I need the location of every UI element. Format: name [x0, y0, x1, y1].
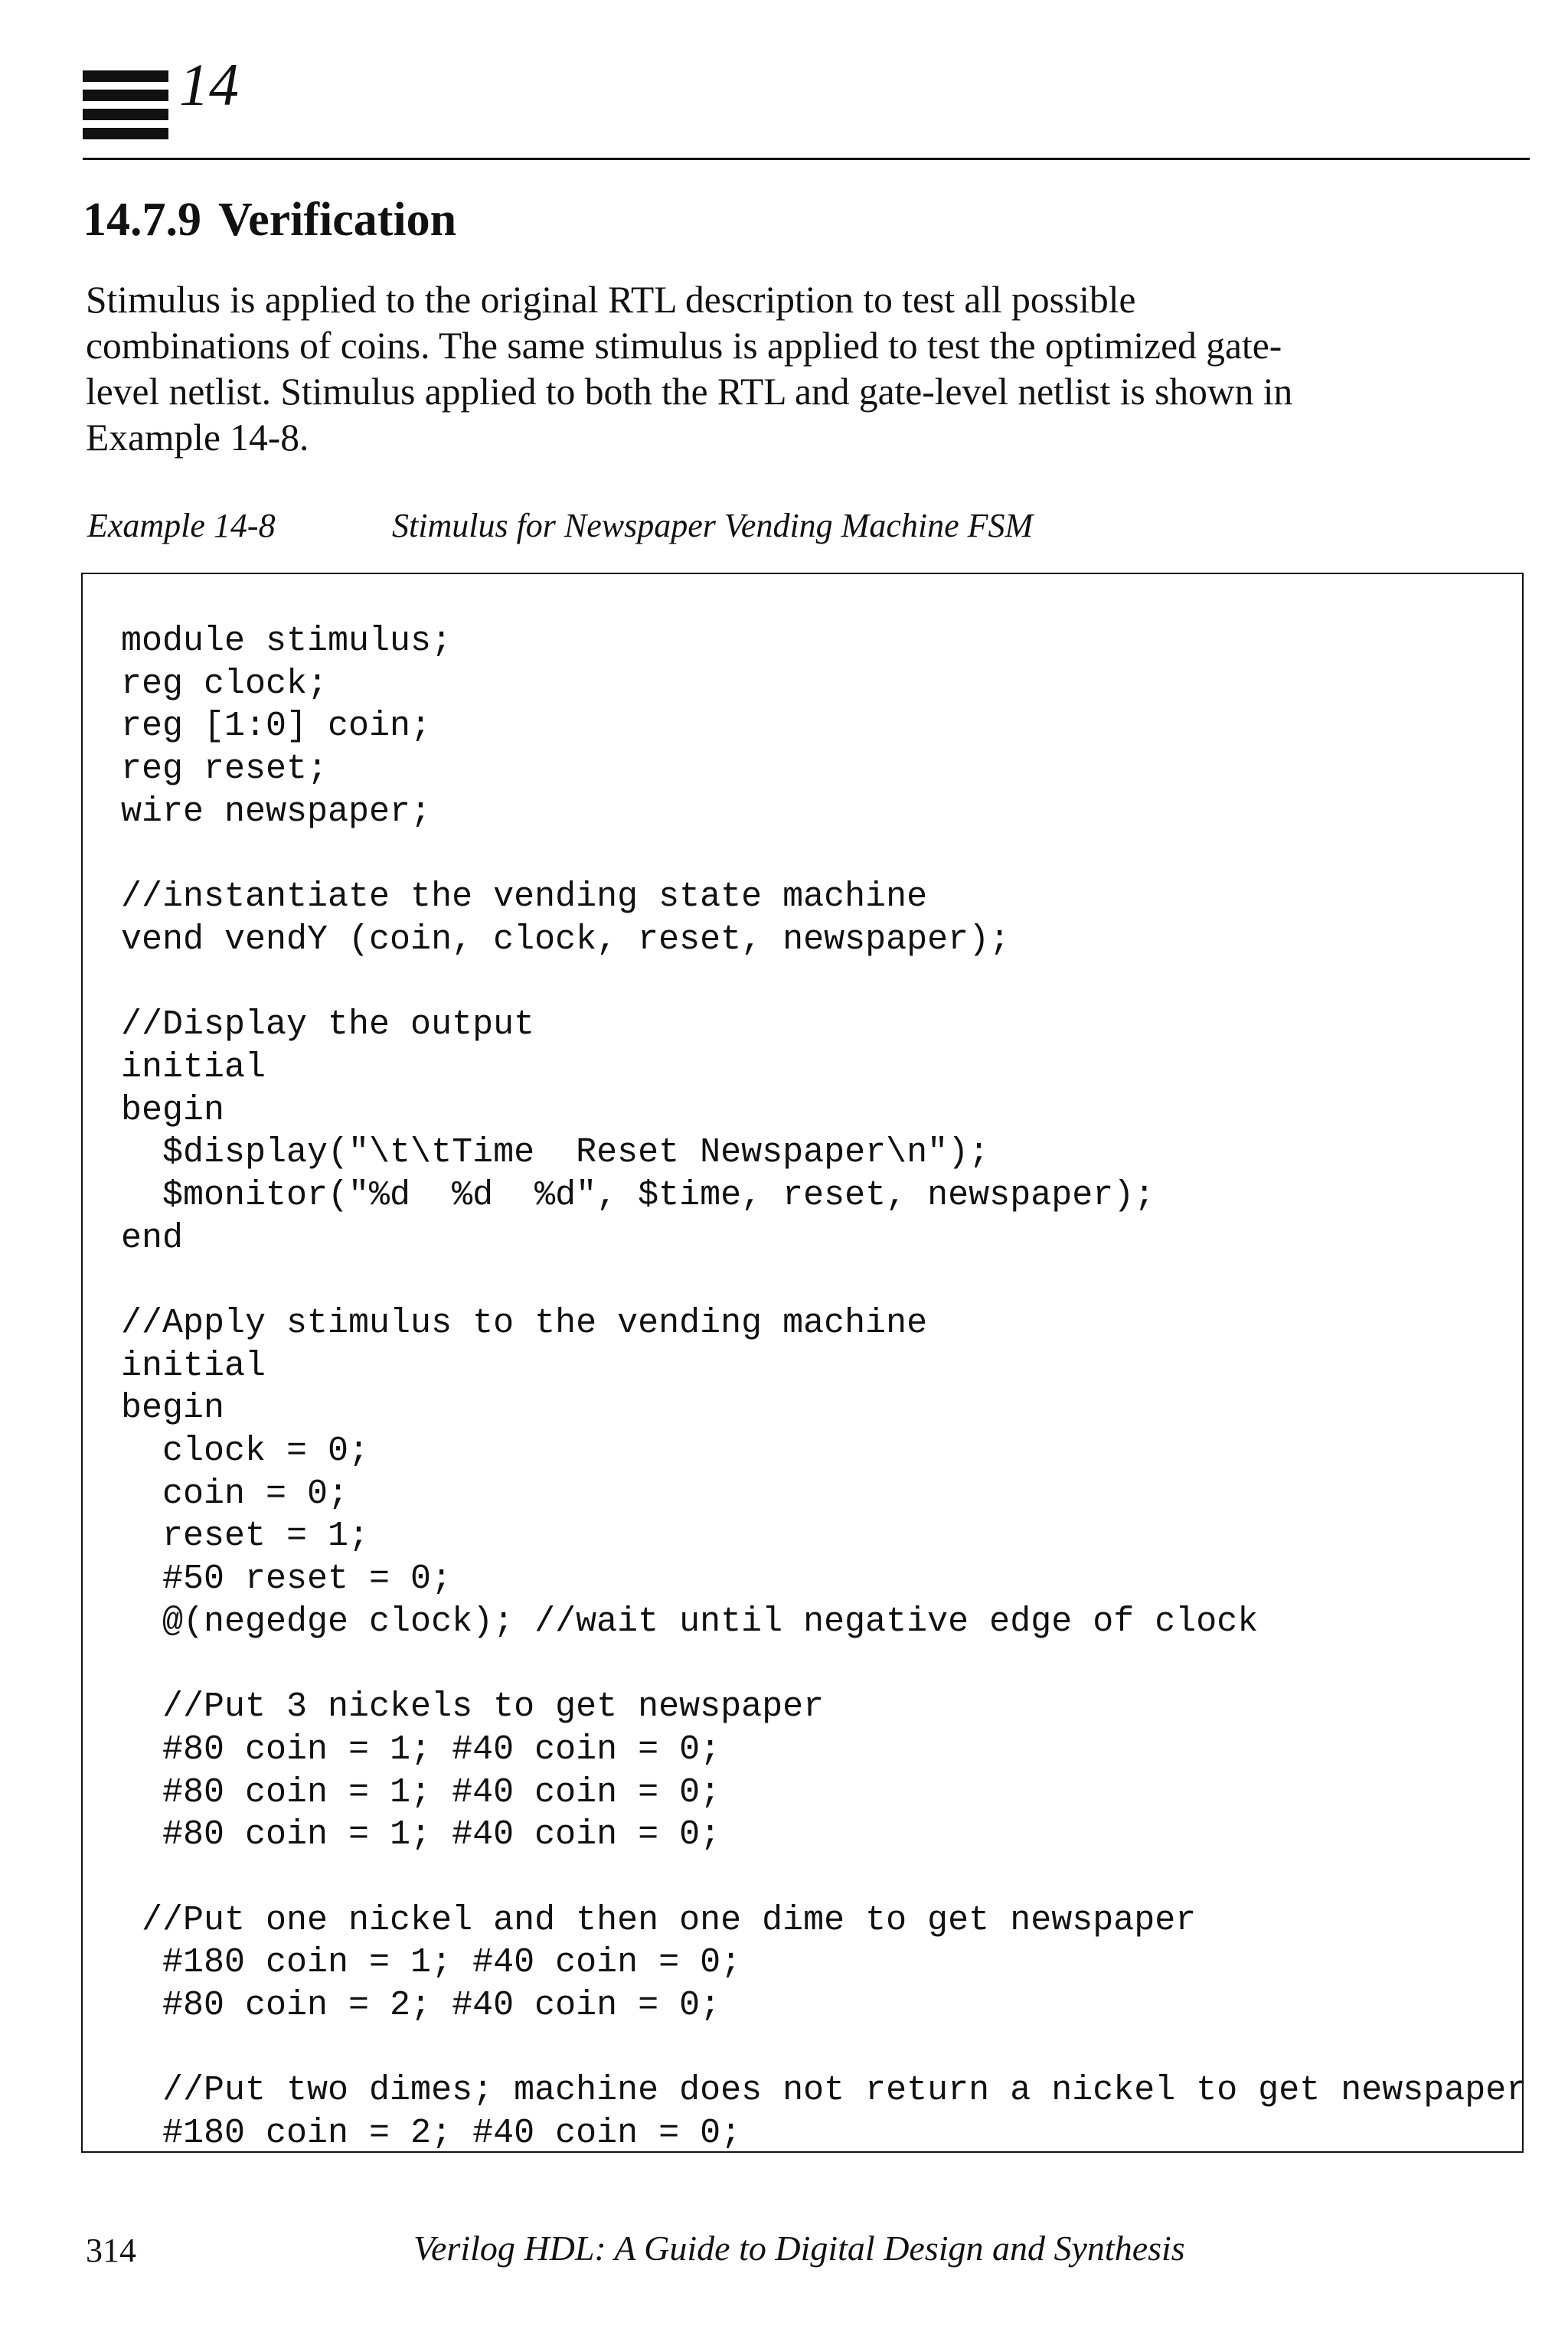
code-line: #80 coin = 2; #40 coin = 0;	[121, 1986, 721, 2025]
code-line: reg clock;	[121, 664, 328, 704]
section-heading	[83, 194, 457, 246]
body-paragraph	[86, 277, 1525, 461]
example-label: Example 14-8	[87, 507, 276, 544]
page-number: 314	[86, 2232, 136, 2269]
code-line	[121, 1259, 1527, 1302]
code-line	[121, 1857, 1527, 1899]
code-listing-box	[81, 573, 1527, 2154]
code-line: //Put 3 nickels to get newspaper	[121, 1687, 825, 1727]
code-line	[121, 2027, 1527, 2070]
code-line: $display("\t\tTime Reset Newspaper\n");	[121, 1133, 990, 1173]
code-line: //Display the output	[121, 1005, 535, 1045]
code-line	[121, 1644, 1527, 1687]
code-line: #80 coin = 1; #40 coin = 0;	[121, 1815, 721, 1855]
running-footer-title: Verilog HDL: A Guide to Digital Design and Synthesis	[413, 2229, 1185, 2268]
code-line: coin = 0;	[121, 1474, 349, 1514]
header-rule	[83, 158, 1530, 160]
code-line: #80 coin = 1; #40 coin = 0;	[121, 1772, 721, 1812]
code-line: //instantiate the vending state machine	[121, 877, 928, 917]
code-line: initial	[121, 1047, 266, 1087]
code-line: reg reset;	[121, 749, 328, 789]
code-line: //Put one nickel and then one dime to get newspaper	[121, 1900, 1197, 1940]
code-line: //Apply stimulus to the vending machine	[121, 1304, 928, 1343]
code-line: module stimulus;	[121, 622, 452, 661]
body-line: Example 14-8.	[86, 416, 309, 459]
code-line: //Put two dimes; machine does not return a nickel to get newspaper	[121, 2071, 1527, 2111]
code-line: #50 reset = 0;	[121, 1559, 452, 1599]
code-line: reg [1:0] coin;	[121, 707, 432, 746]
example-title: Stimulus for Newspaper Vending Machine FSM	[392, 507, 1034, 544]
code-listing	[121, 620, 1527, 2155]
code-line: @(negedge clock); //wait until negative edge of clock	[121, 1602, 1259, 1641]
code-line: initial	[121, 1346, 266, 1386]
code-line: vend vendY (coin, clock, reset, newspaper);	[121, 919, 1011, 959]
code-line: #80 coin = 1; #40 coin = 0;	[121, 1729, 721, 1769]
code-line: $monitor("%d %d %d", $time, reset, newspaper);	[121, 1175, 1155, 1215]
section-number: 14.7.9	[83, 194, 201, 246]
body-line: Stimulus is applied to the original RTL description to test all possible	[86, 279, 1136, 321]
code-line: begin	[121, 1090, 225, 1130]
code-line: #180 coin = 1; #40 coin = 0;	[121, 1943, 742, 1983]
code-line: #180 coin = 2; #40 coin = 0;	[121, 2114, 742, 2154]
code-line: clock = 0;	[121, 1432, 370, 1471]
chapter-marker-icon	[83, 70, 168, 139]
code-line: begin	[121, 1389, 225, 1429]
section-title: Verification	[218, 194, 457, 246]
code-line: end	[121, 1218, 184, 1258]
chapter-number: 14	[179, 51, 239, 118]
body-line: combinations of coins. The same stimulus is applied to test the optimized gate-	[86, 325, 1282, 367]
body-line: level netlist. Stimulus applied to both the RTL and gate-level netlist is shown in	[86, 371, 1293, 413]
code-line	[121, 833, 1527, 876]
code-line: reset = 1;	[121, 1517, 370, 1556]
code-line: wire newspaper;	[121, 792, 432, 831]
code-line	[121, 962, 1527, 1004]
